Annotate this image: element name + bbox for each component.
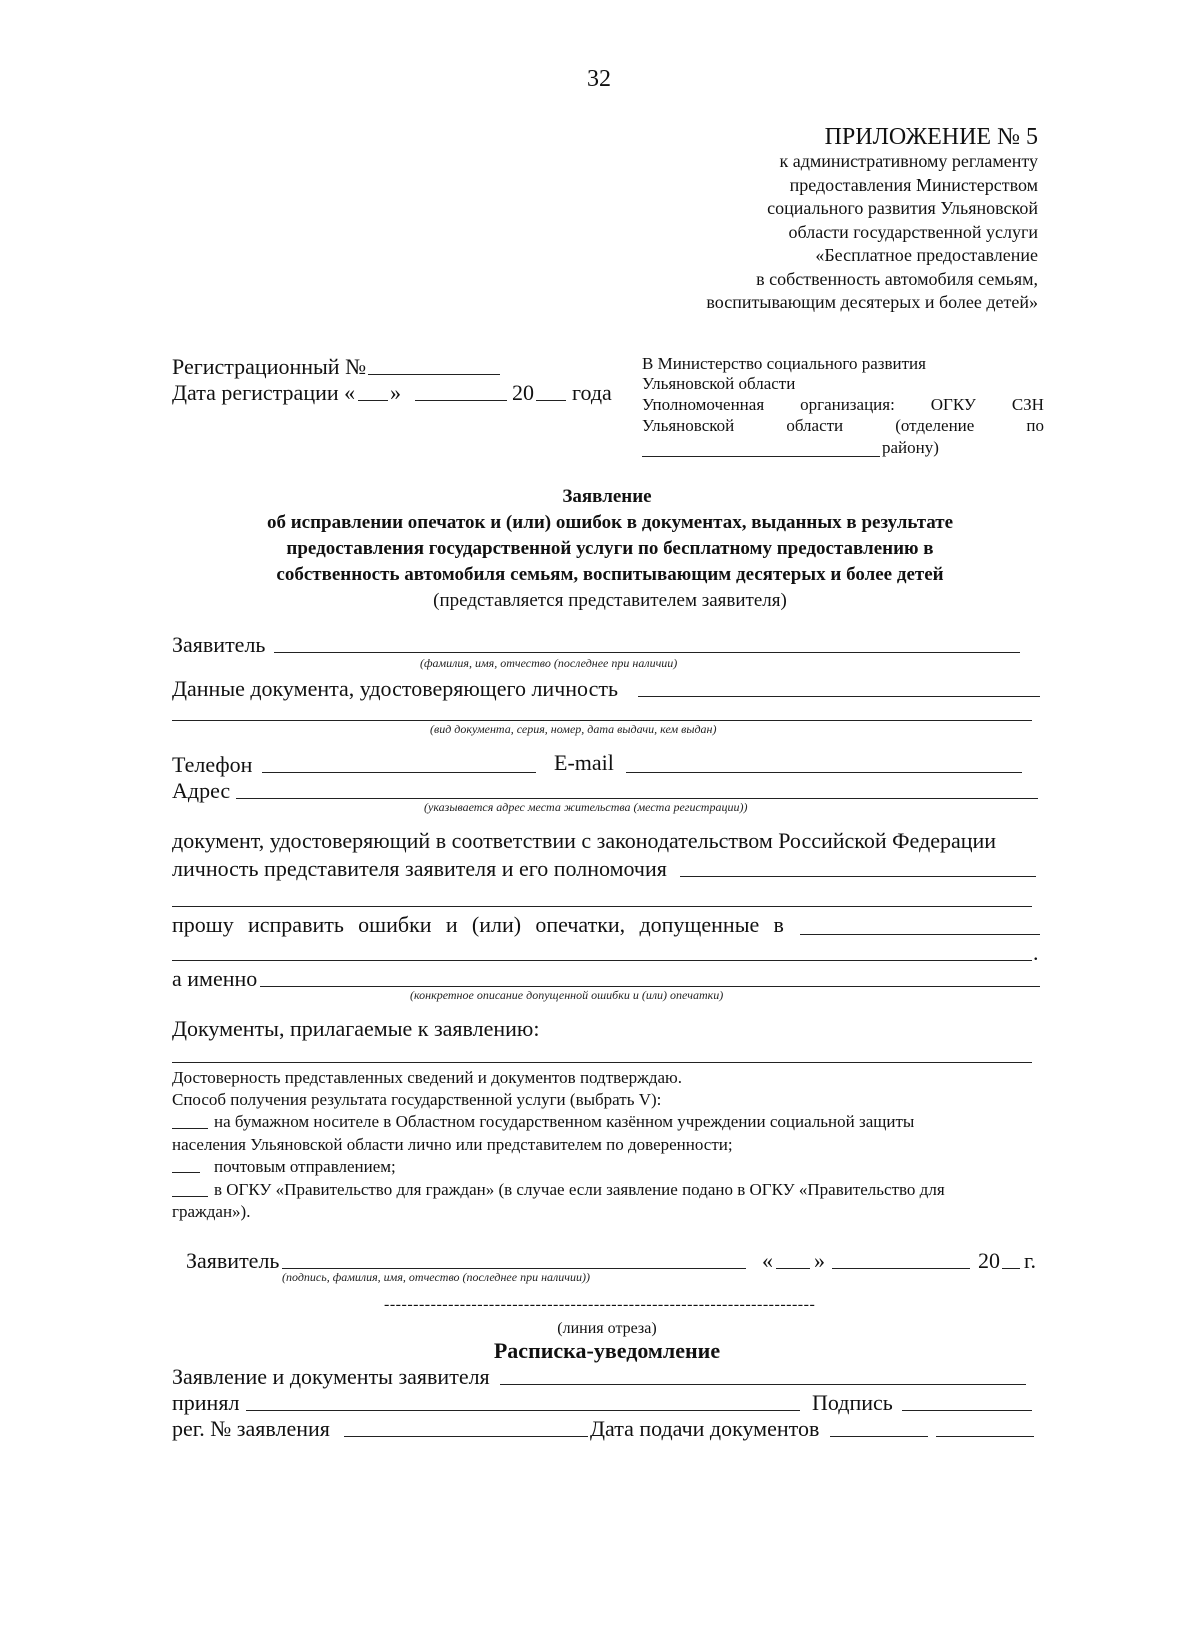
addressee-line4 xyxy=(642,416,1044,436)
phone-field[interactable] xyxy=(262,772,536,773)
registration-year-field[interactable] xyxy=(536,400,566,401)
receipt-title: Расписка-уведомление xyxy=(493,1338,721,1363)
registration-date-label: Дата регистрации « xyxy=(172,380,356,405)
signature-month-field[interactable] xyxy=(832,1268,970,1269)
receipt-submit-date-label: Дата подачи документов xyxy=(590,1416,820,1441)
attached-label: Документы, прилагаемые к заявлению: xyxy=(172,1016,540,1041)
request-field-2[interactable] xyxy=(172,960,1032,961)
signature-caption: (подпись, фамилия, имя, отчество (последнее при наличии)) xyxy=(282,1270,590,1284)
namely-field[interactable] xyxy=(260,986,1040,987)
addressee-word: (отделение xyxy=(895,416,975,435)
receipt-submit-day-field[interactable] xyxy=(830,1436,928,1437)
receipt-submit-year-field[interactable] xyxy=(936,1436,1034,1437)
receipt-accepted-label: принял xyxy=(172,1390,240,1415)
request-word: опечатки, xyxy=(535,912,626,937)
receipt-signature-label: Подпись xyxy=(812,1390,893,1415)
signature-label: Заявитель xyxy=(186,1248,280,1273)
address-label: Адрес xyxy=(172,778,231,803)
option3-text-b: граждан»). xyxy=(172,1202,251,1221)
namely-caption: (конкретное описание допущенной ошибки и (или) опечатки) xyxy=(410,988,724,1002)
document-title: Заявление xyxy=(562,486,652,507)
confirmation-line1: Достоверность представленных сведений и документов подтверждаю. xyxy=(172,1068,682,1087)
addressee-word: по xyxy=(1026,416,1044,435)
receipt-docs-label: Заявление и документы заявителя xyxy=(172,1364,490,1389)
addressee-line1: В Министерство социального развития xyxy=(642,354,926,373)
addressee-line3 xyxy=(642,395,1044,415)
signature-quote-close: » xyxy=(814,1248,825,1273)
appendix-text xyxy=(706,150,1038,315)
email-label: E-mail xyxy=(554,750,614,775)
option2-checkbox[interactable] xyxy=(172,1172,200,1173)
option2-text: почтовым отправлением; xyxy=(214,1157,396,1176)
document-subtitle-3: собственность автомобиля семьям, воспитывающим десятерых и более детей xyxy=(276,564,944,585)
addressee-word: области xyxy=(786,416,844,435)
applicant-field[interactable] xyxy=(274,652,1020,653)
rep-doc-line2: личность представителя заявителя и его полномочия xyxy=(172,856,667,881)
phone-label: Телефон xyxy=(172,752,253,777)
addressee-line2: Ульяновской области xyxy=(642,374,796,393)
cut-line: -------------------------------------------------------------------------- xyxy=(384,1296,816,1313)
request-word: прошу xyxy=(172,912,234,937)
option1-text-a: на бумажном носителе в Областном государственном казённом учреждении социальной защиты xyxy=(214,1112,915,1131)
appendix-line: воспитывающим десятерых и более детей» xyxy=(706,292,1038,312)
registration-year-suffix: года xyxy=(572,380,612,405)
request-word: допущенные xyxy=(639,912,760,937)
option1-checkbox[interactable] xyxy=(172,1128,208,1129)
id-doc-field-2[interactable] xyxy=(172,720,1032,721)
cut-caption: (линия отреза) xyxy=(557,1320,657,1337)
id-doc-field[interactable] xyxy=(638,696,1040,697)
page-number: 32 xyxy=(587,66,611,92)
addressee-district-field[interactable] xyxy=(642,456,880,457)
appendix-line: в собственность автомобиля семьям, xyxy=(756,268,1038,289)
registration-month-field[interactable] xyxy=(415,400,507,401)
request-word: (или) xyxy=(471,912,522,937)
registration-year-prefix: 20 xyxy=(512,380,534,405)
namely-label: а именно xyxy=(172,966,258,991)
id-doc-caption: (вид документа, серия, номер, дата выдачи, кем выдан) xyxy=(430,722,717,736)
document-note: (представляется представителем заявителя) xyxy=(433,590,787,611)
rep-doc-field[interactable] xyxy=(680,876,1036,877)
appendix-line: «Бесплатное предоставление xyxy=(815,245,1038,265)
appendix-line: к административному регламенту xyxy=(779,151,1038,171)
applicant-caption: (фамилия, имя, отчество (последнее при наличии) xyxy=(420,656,678,670)
addressee-word: СЗН xyxy=(1011,395,1044,414)
signature-field[interactable] xyxy=(282,1268,746,1269)
rep-doc-field-2[interactable] xyxy=(172,906,1032,907)
signature-year-field[interactable] xyxy=(1002,1268,1020,1269)
registration-number-label: Регистрационный № xyxy=(172,354,367,379)
request-word: в xyxy=(773,912,784,937)
registration-number-field[interactable] xyxy=(368,374,500,375)
receipt-docs-field[interactable] xyxy=(500,1384,1026,1385)
addressee-word: организация: xyxy=(800,395,895,414)
signature-year-prefix: 20 xyxy=(978,1248,1000,1273)
request-end: . xyxy=(1033,940,1039,965)
email-field[interactable] xyxy=(626,772,1022,773)
signature-day-field[interactable] xyxy=(776,1268,810,1269)
addressee-word: Ульяновской xyxy=(642,416,735,435)
receipt-reg-field[interactable] xyxy=(344,1436,588,1437)
document-subtitle-1: об исправлении опечаток и (или) ошибок в документах, выданных в результате xyxy=(266,512,954,533)
address-field[interactable] xyxy=(236,798,1038,799)
signature-quote-open: « xyxy=(762,1248,773,1273)
request-text xyxy=(172,912,784,938)
request-word: ошибки xyxy=(358,912,432,937)
appendix-title: ПРИЛОЖЕНИЕ № 5 xyxy=(824,124,1038,150)
receipt-accepted-field[interactable] xyxy=(246,1410,800,1411)
addressee-word: ОГКУ xyxy=(930,395,976,414)
attached-field[interactable] xyxy=(172,1062,1032,1063)
receipt-reg-label: рег. № заявления xyxy=(172,1416,330,1441)
appendix-line: социального развития Ульяновской xyxy=(767,198,1038,218)
rep-doc-line1: документ, удостоверяющий в соответствии с законодательством Российской Федерации xyxy=(172,828,997,853)
request-word: и xyxy=(445,912,458,937)
request-field[interactable] xyxy=(800,934,1040,935)
confirmation-line2: Способ получения результата государственной услуги (выбрать V): xyxy=(172,1090,662,1109)
signature-year-suffix: г. xyxy=(1024,1248,1037,1273)
address-caption: (указывается адрес места жительства (места регистрации)) xyxy=(424,800,748,814)
document-subtitle-2: предоставления государственной услуги по бесплатному предоставлению в xyxy=(286,538,934,559)
appendix-line: области государственной услуги xyxy=(788,221,1038,242)
receipt-signature-field[interactable] xyxy=(902,1410,1032,1411)
option1-text-b: населения Ульяновской области лично или представителем по доверенности; xyxy=(172,1135,733,1154)
addressee-word: Уполномоченная xyxy=(642,395,765,414)
option3-checkbox[interactable] xyxy=(172,1196,208,1197)
request-word: исправить xyxy=(248,912,344,937)
option3-text-a: в ОГКУ «Правительство для граждан» (в случае если заявление подано в ОГКУ «Правительство для xyxy=(214,1180,945,1199)
registration-day-field[interactable] xyxy=(358,400,388,401)
appendix-line: предоставления Министерством xyxy=(789,174,1038,195)
id-doc-label: Данные документа, удостоверяющего личность xyxy=(172,676,619,701)
addressee-line5-suffix: району) xyxy=(882,438,939,457)
applicant-label: Заявитель xyxy=(172,632,266,657)
registration-date-close: » xyxy=(390,380,401,405)
